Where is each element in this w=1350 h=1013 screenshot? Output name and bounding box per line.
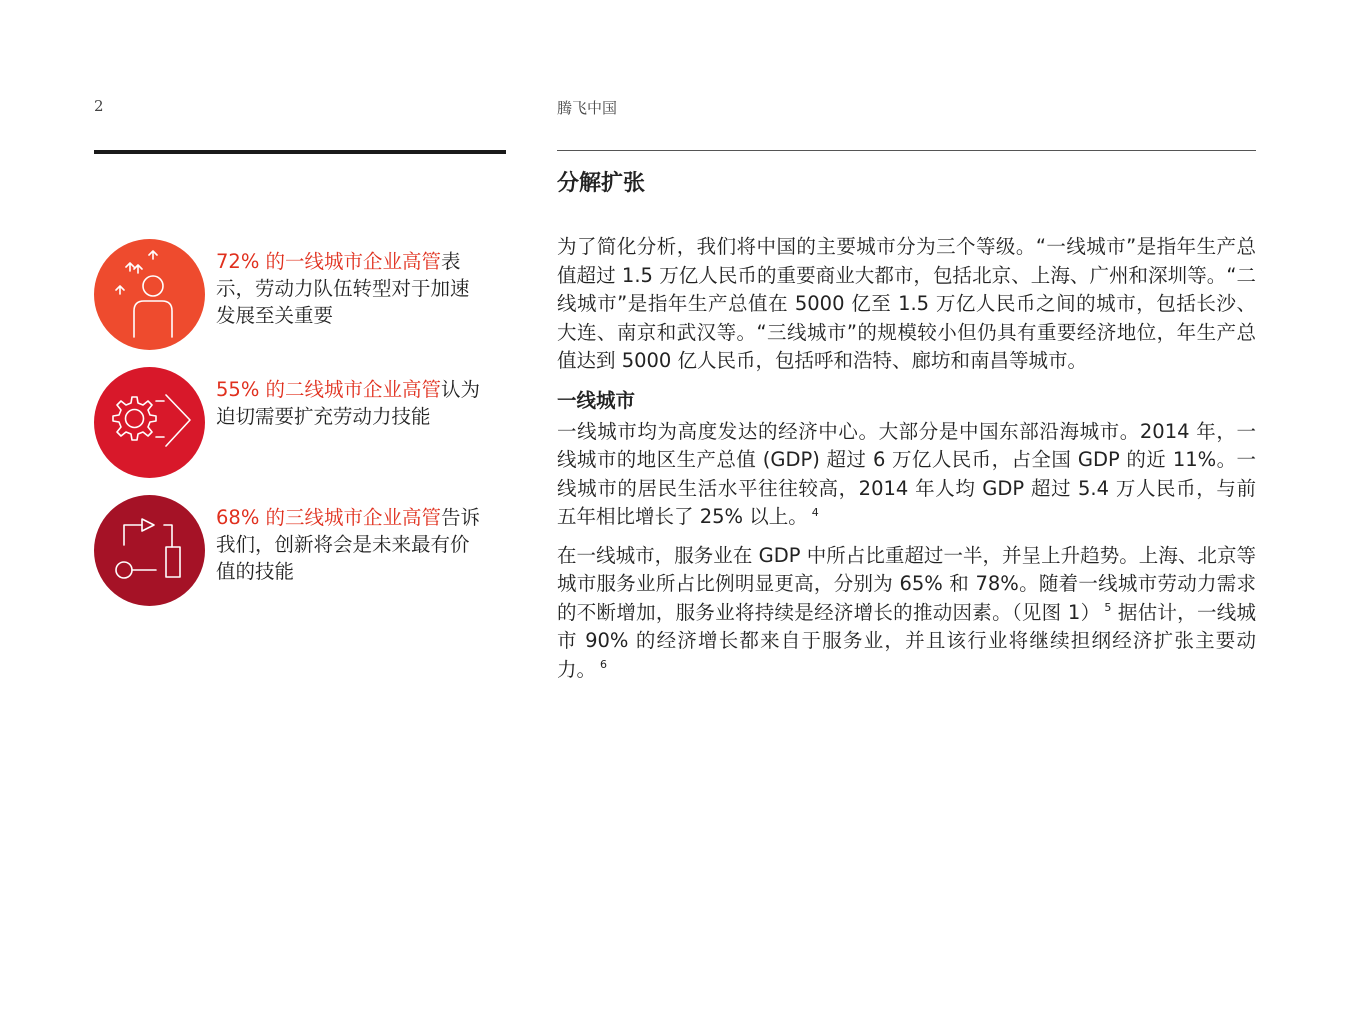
stat-callout-tier2 [94, 367, 494, 479]
stat-text-tier1 [216, 248, 484, 329]
stat-callout-tier3 [94, 495, 494, 607]
paragraph-tier1-economy-text: 一线城市均为高度发达的经济中心。大部分是中国东部沿海城市。2014 年，一线城市的地区生产总值 (GDP) 超过 6 万亿人民币，占全国 GDP 的近 11%。一线城市的居民生活水平往往较高，2014 年人均 GDP 超过 5.4 万人民币，与前五年相比增长了 25% 以上。 [557, 419, 1256, 528]
stat-highlight-tier1: 72% 的一线城市企业高管 [216, 250, 442, 273]
stat-body-tier3: 告诉我们，创新将会是未来最有价值的技能 [216, 506, 481, 583]
subheading-tier1-cities: 一线城市 [557, 388, 636, 412]
person-growth-icon [94, 239, 205, 350]
stat-highlight-tier3: 68% 的三线城市企业高管 [216, 506, 442, 529]
footnote-ref-6: 6 [600, 658, 608, 671]
article-body [557, 168, 1256, 684]
stat-body-tier2: 认为迫切需要扩充劳动力技能 [216, 378, 481, 428]
running-header-title: 腾飞中国 [557, 99, 618, 117]
gear-arrow-icon [94, 367, 205, 478]
stat-text-tier3 [216, 504, 484, 585]
footnote-ref-5: 5 [1104, 601, 1112, 614]
stat-highlight-tier2: 55% 的二线城市企业高管 [216, 378, 442, 401]
paragraph-service-sector-text-a: 在一线城市，服务业在 GDP 中所占比重超过一半，并呈上升趋势。上海、北京等城市服务业所占比例明显更高，分别为 65% 和 78%。随着一线城市劳动力需求的不断增加，服务业将持续是经济增长的推动因素。（见图 1） [557, 543, 1256, 624]
stat-body-tier1: 表示，劳动力队伍转型对于加速发展至关重要 [216, 250, 470, 327]
footnote-ref-4: 4 [811, 505, 819, 519]
paragraph-tier1-economy [557, 418, 1256, 532]
paragraph-service-sector-text-b: 据估计，一线城市 90% 的经济增长都来自于服务业，并且该行业将继续担纲经济扩张主要动力。 [557, 600, 1256, 681]
right-divider [557, 150, 1256, 151]
paragraph-city-tiers: 为了简化分析，我们将中国的主要城市分为三个等级。“一线城市”是指年生产总值超过 1.5 万亿人民币的重要商业大都市，包括北京、上海、广州和深圳等。“二线城市”是指年生产总值在 5000 亿至 1.5 万亿人民币之间的城市，包括长沙、大连、南京和武汉等。“三线城市”的规模较小但仍具有重要经济地位，年生产总值达到 5000 亿人民币，包括呼和浩特、廊坊和南昌等城市。 [557, 235, 1256, 372]
stat-text-tier2 [216, 376, 484, 430]
innovation-flow-icon [94, 495, 205, 606]
stat-callout-tier1 [94, 239, 494, 351]
left-divider [94, 150, 506, 154]
section-title: 分解扩张 [557, 171, 646, 196]
paragraph-service-sector [557, 542, 1256, 685]
page-number: 2 [94, 97, 104, 115]
